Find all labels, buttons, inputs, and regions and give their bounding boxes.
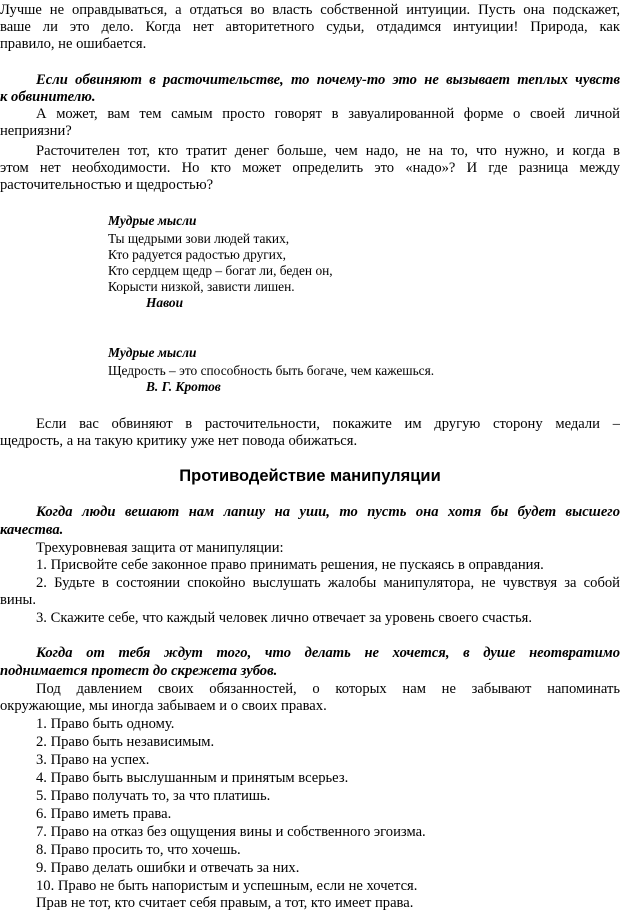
q2-title: Когда люди вешают нам лапшу на уши, то пусть она хотя бы будет высшего [36,504,620,520]
right-item: 10. Право не быть напористым и успешным, если не хочется. [36,878,418,894]
q3-paragraph: Под давлением своих обязанностей, о которых нам не забывают напоминать [36,681,620,697]
right-item: 4. Право быть выслушанным и принятым всерьез. [36,770,349,786]
right-item: 7. Право на отказ без ощущения вины и собственного эгоизма. [36,824,426,840]
intro-line: правило, не ошибается. [0,36,147,52]
list-item: вины. [0,592,36,608]
poem-line: Кто сердцем щедр – богат ли, беден он, [108,263,333,278]
right-item: 6. Право иметь права. [36,806,172,822]
poem-author: Навои [146,295,184,310]
list-item: 1. Присвойте себе законное право принимать решения, не пускаясь в оправдания. [36,557,544,573]
q2-title: качества. [0,522,64,538]
q3-paragraph: окружающие, мы иногда забываем и о своих правах. [0,698,327,714]
q1-paragraph: А может, вам тем самым просто говорят в завуалированной форме о своей личной [36,106,620,122]
q1-paragraph: расточительностью и щедростью? [0,177,214,193]
q1-paragraph: этом нет необходимости. Но кто может определить это «надо»? И где разница между [0,160,620,176]
intro-line: Лучше не оправдываться, а отдаться во власть собственной интуиции. Пусть она подскажет, [0,2,620,18]
list-item: 2. Будьте в состоянии спокойно выслушать жалобы манипулятора, не чувствуя за собой [36,575,620,591]
right-item: 2. Право быть независимым. [36,734,215,750]
section-heading: Противодействие манипуляции [179,467,441,485]
poem-line: Кто радуется радостью других, [108,247,286,262]
right-item: 9. Право делать ошибки и отвечать за них. [36,860,300,876]
poem-line: Ты щедрыми зови людей таких, [108,231,290,246]
right-item: 8. Право просить то, что хочешь. [36,842,241,858]
q3-title: поднимается протест до скрежета зубов. [0,663,278,679]
after-paragraph: щедрость, а на такую критику уже нет повода обижаться. [0,433,358,449]
list-item: 3. Скажите себе, что каждый человек лично отвечает за уровень своего счастья. [36,610,532,626]
q3-title: Когда от тебя ждут того, что делать не хочется, в душе неотвратимо [36,645,620,661]
after-paragraph: Если вас обвиняют в расточительности, покажите им другую сторону медали – [36,416,620,432]
q1-paragraph: Расточителен тот, кто тратит денег больше, чем надо, не на то, что нужно, и когда в [36,143,620,159]
q2-intro: Трехуровневая защита от манипуляции: [36,540,284,556]
intro-line: ваше ли это дело. Когда нет авторитетного судьи, отдадимся интуиции! Природа, как [0,19,620,35]
right-item: 1. Право быть одному. [36,716,175,732]
quote-line: Щедрость – это способность быть богаче, чем кажешься. [108,363,435,378]
wisdom-heading: Мудрые мысли [108,213,197,228]
wisdom-heading: Мудрые мысли [108,345,197,360]
right-item: 3. Право на успех. [36,752,150,768]
q1-title: Если обвиняют в расточительстве, то почему-то это не вызывает теплых чувств [36,72,620,88]
q1-paragraph: неприязни? [0,123,72,139]
quote-author: В. Г. Кротов [146,379,221,394]
q1-title: к обвинителю. [0,89,96,105]
closing-line: Прав не тот, кто считает себя правым, а тот, кто имеет права. [36,895,414,911]
right-item: 5. Право получать то, за что платишь. [36,788,271,804]
poem-line: Корысти низкой, зависти лишен. [108,279,295,294]
